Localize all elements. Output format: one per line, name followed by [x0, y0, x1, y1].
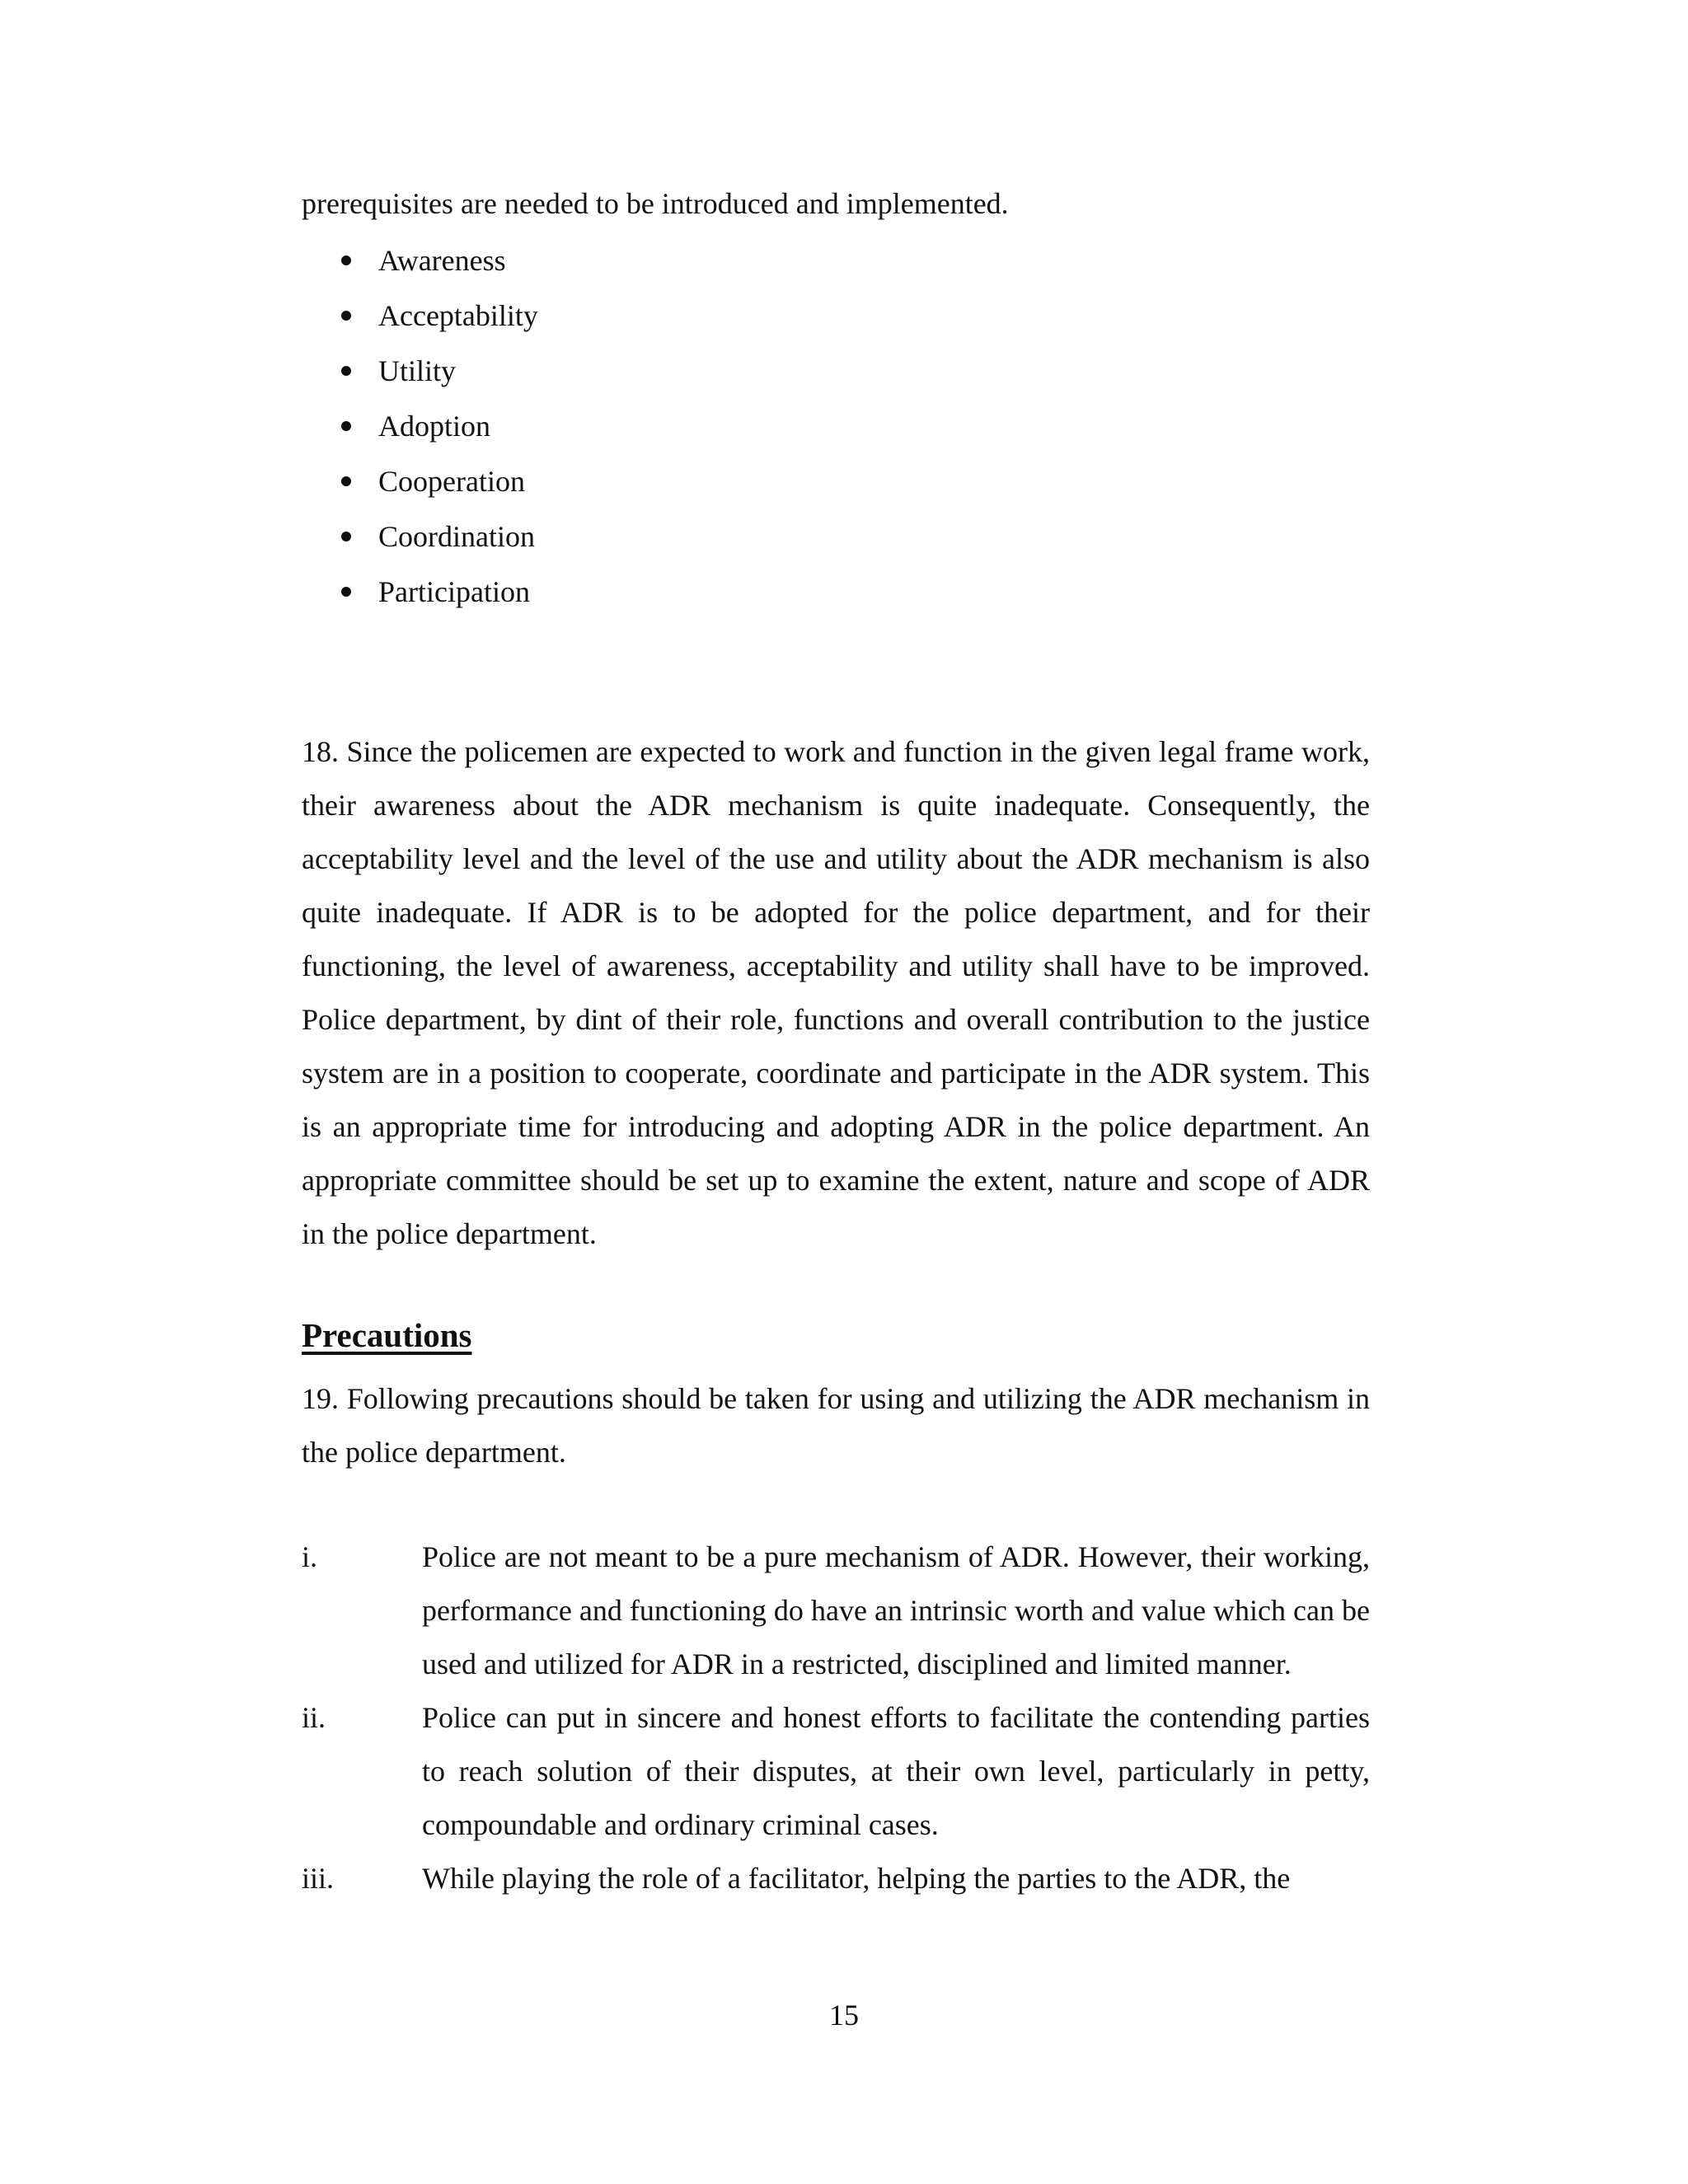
list-item [341, 288, 538, 344]
bullet-icon [341, 255, 351, 265]
bullet-icon [341, 476, 351, 486]
list-item-text: Police can put in sincere and honest efforts to facilitate the contending parties to reach solution of their disputes, at their own level, particularly in petty, compoundable and ordinary criminal cases. [422, 1701, 1370, 1841]
list-item [302, 1691, 1370, 1852]
list-item-label: Participation [378, 575, 530, 608]
list-item [302, 1852, 1370, 1905]
bullet-icon [341, 587, 351, 597]
bullet-icon [341, 532, 351, 541]
bullet-icon [341, 311, 351, 321]
list-item [341, 344, 538, 399]
prerequisites-list [341, 233, 538, 620]
list-item-label: Utility [378, 354, 457, 387]
list-item-label: Cooperation [378, 465, 525, 498]
list-item [341, 233, 538, 288]
section-heading-precautions: Precautions [302, 1316, 472, 1354]
list-item-marker: i. [302, 1540, 318, 1573]
page-number: 15 [829, 1999, 859, 2032]
list-item-marker: ii. [302, 1701, 326, 1734]
intro-line: prerequisites are needed to be introduced and implemented. [302, 187, 1009, 220]
list-item [341, 454, 538, 509]
list-item-text: While playing the role of a facilitator, helping the parties to the ADR, the [422, 1862, 1291, 1895]
bullet-icon [341, 366, 351, 376]
list-item [302, 1530, 1370, 1691]
list-item [341, 399, 538, 454]
list-item-text: Police are not meant to be a pure mechanism of ADR. However, their working, performance and functioning do have an intrinsic worth and value which can be used and utilized for ADR in a restricted, disciplined and limited manner. [422, 1540, 1370, 1680]
precautions-list [302, 1530, 1370, 1905]
bullet-icon [341, 421, 351, 431]
paragraph-19: 19. Following precautions should be taken for using and utilizing the ADR mechanism in the police department. [302, 1382, 1370, 1469]
list-item-label: Acceptability [378, 299, 538, 332]
list-item [341, 509, 538, 565]
list-item-label: Coordination [378, 520, 535, 553]
list-item [341, 565, 538, 620]
list-item-marker: iii. [302, 1862, 335, 1895]
list-item-label: Awareness [378, 244, 506, 277]
paragraph-18: 18. Since the policemen are expected to work and function in the given legal frame work, their awareness about the ADR mechanism is quite inadequate. Consequently, the acceptability level and the level of the use and utility about the ADR mechanism is also quite inadequate. If ADR is to be adopted for the police department, and for their functioning, the level of awareness, acceptability and utility shall have to be improved. Police department, by dint of their role, functions and overall contribution to the justice system are in a position to cooperate, coordinate and participate in the ADR system. This is an appropriate time for introducing and adopting ADR in the police department. An appropriate committee should be set up to examine the extent, nature and scope of ADR in the police department. [302, 735, 1370, 1250]
list-item-label: Adoption [378, 410, 491, 443]
